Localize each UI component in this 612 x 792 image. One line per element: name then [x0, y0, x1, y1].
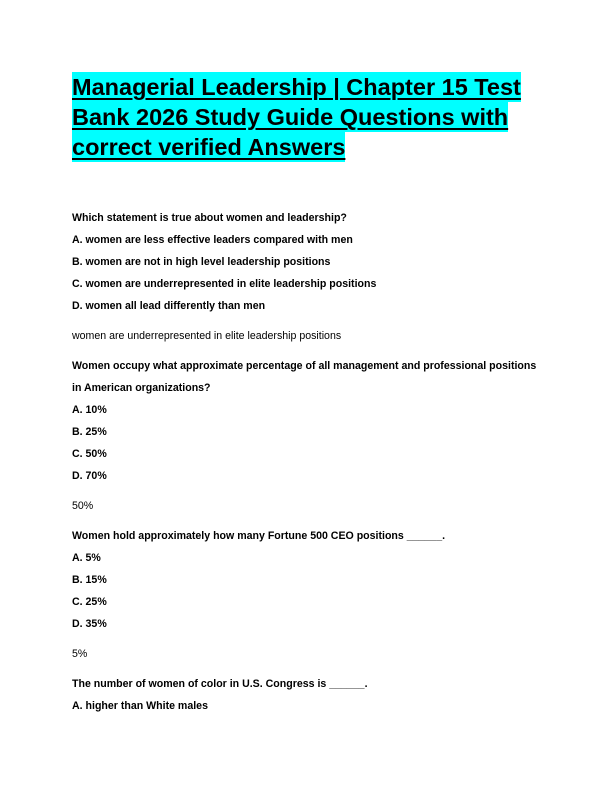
question-3-option-b: B. 15%	[72, 574, 107, 586]
title-line-3: correct verified Answers	[72, 134, 346, 160]
question-3-option-d: D. 35%	[72, 618, 107, 630]
title-line-2: Bank 2026 Study Guide Questions with	[72, 104, 509, 130]
question-2-option-a: A. 10%	[72, 404, 107, 416]
question-1-option-b: B. women are not in high level leadership positions	[72, 256, 331, 268]
question-1-text: Which statement is true about women and leadership?	[72, 212, 347, 224]
question-2-text-line-2: in American organizations?	[72, 382, 211, 394]
question-4-text: The number of women of color in U.S. Congress is ______.	[72, 678, 368, 690]
question-3-answer: 5%	[72, 648, 88, 660]
title-line-1: Managerial Leadership | Chapter 15 Test	[72, 74, 521, 100]
question-1-option-d: D. women all lead differently than men	[72, 300, 266, 312]
question-3-option-a: A. 5%	[72, 552, 101, 564]
question-3-text: Women hold approximately how many Fortune 500 CEO positions ______.	[72, 530, 446, 542]
question-3-option-c: C. 25%	[72, 596, 107, 608]
question-2-option-d: D. 70%	[72, 470, 107, 482]
question-2-option-b: B. 25%	[72, 426, 107, 438]
question-1-option-c: C. women are underrepresented in elite leadership positions	[72, 278, 377, 290]
question-2-option-c: C. 50%	[72, 448, 107, 460]
question-2-answer: 50%	[72, 500, 94, 512]
document-title	[72, 72, 542, 162]
question-2-text-line-1: Women occupy what approximate percentage of all management and professional positions	[72, 360, 537, 372]
question-1-answer: women are underrepresented in elite leadership positions	[72, 330, 342, 342]
question-4-option-a: A. higher than White males	[72, 700, 208, 712]
question-1-option-a: A. women are less effective leaders compared with men	[72, 234, 353, 246]
